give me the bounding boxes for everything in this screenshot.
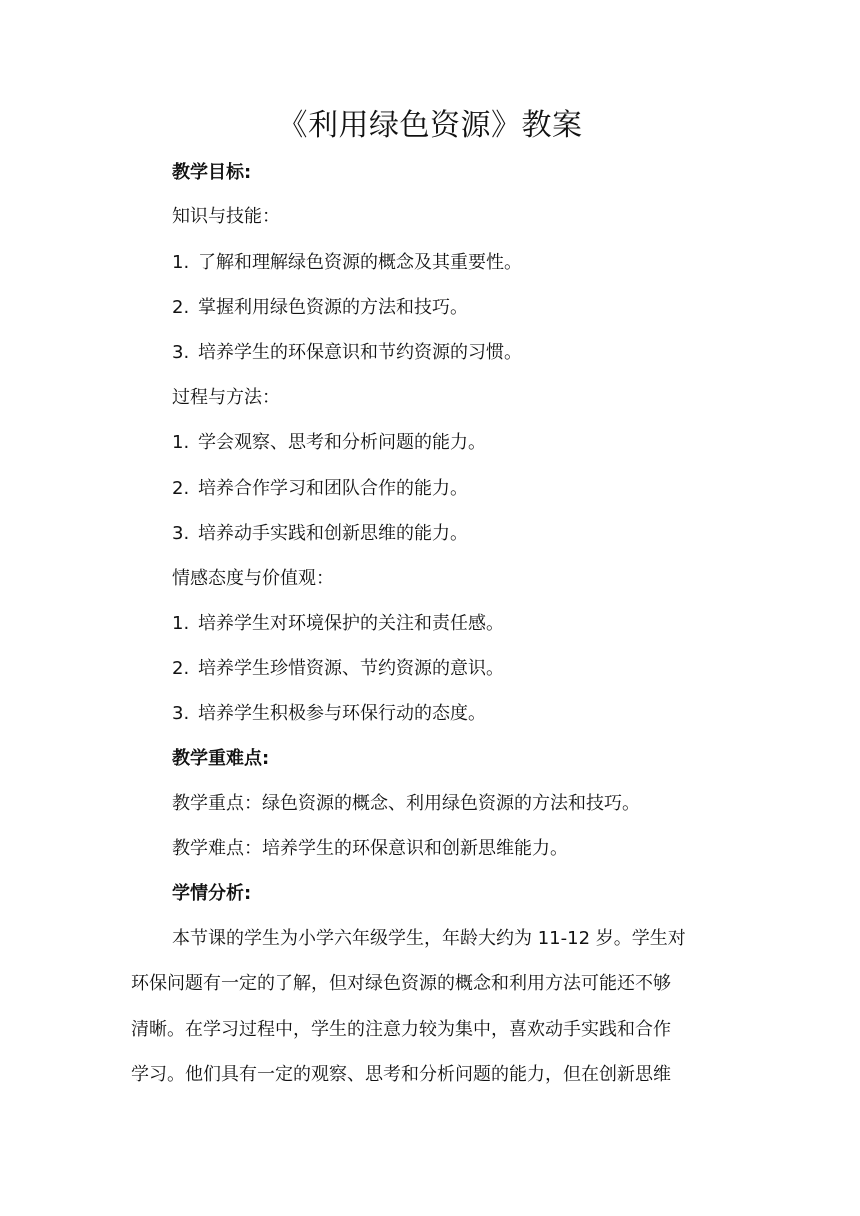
list-item-text: 培养学生对环境保护的关注和责任感。 <box>198 613 504 634</box>
list-item-text: 培养学生的环保意识和节约资源的习惯。 <box>198 342 522 363</box>
list-item-text: 培养动手实践和创新思维的能力。 <box>198 523 468 544</box>
list-item-number: 1. <box>172 432 190 453</box>
subsection-label-emotion: 情感态度与价值观： <box>172 568 334 589</box>
list-item-number: 2. <box>172 658 190 679</box>
list-item <box>172 609 504 639</box>
list-item-text: 了解和理解绿色资源的概念及其重要性。 <box>198 252 522 273</box>
subsection-label-process: 过程与方法： <box>172 387 280 408</box>
list-item-number: 3. <box>172 342 190 363</box>
list-item-text: 学会观察、思考和分析问题的能力。 <box>198 432 486 453</box>
section-heading-key-points: 教学重难点: <box>172 748 270 769</box>
list-item <box>172 428 486 458</box>
section-heading-analysis: 学情分析: <box>172 883 252 904</box>
key-point-difficulty: 教学难点：培养学生的环保意识和创新思维能力。 <box>172 838 568 859</box>
list-item-number: 1. <box>172 613 190 634</box>
list-item-number: 2. <box>172 297 190 318</box>
list-item <box>172 338 522 368</box>
list-item-text: 培养学生珍惜资源、节约资源的意识。 <box>198 658 504 679</box>
list-item-number: 3. <box>172 523 190 544</box>
subsection-label-knowledge: 知识与技能： <box>172 206 280 227</box>
paragraph-line: 环保问题有一定的了解，但对绿色资源的概念和利用方法可能还不够 <box>131 973 671 994</box>
list-item-text: 培养学生积极参与环保行动的态度。 <box>198 703 486 724</box>
list-item <box>172 474 468 504</box>
list-item <box>172 519 468 549</box>
list-item-number: 1. <box>172 252 190 273</box>
section-heading-objectives: 教学目标: <box>172 162 252 183</box>
list-item <box>172 293 468 323</box>
paragraph-line: 学习。他们具有一定的观察、思考和分析问题的能力，但在创新思维 <box>131 1064 671 1085</box>
list-item-text: 培养合作学习和团队合作的能力。 <box>198 478 468 499</box>
list-item <box>172 699 486 729</box>
paragraph-line: 清晰。在学习过程中，学生的注意力较为集中，喜欢动手实践和合作 <box>131 1019 671 1040</box>
list-item-text: 掌握利用绿色资源的方法和技巧。 <box>198 297 468 318</box>
list-item-number: 3. <box>172 703 190 724</box>
list-item <box>172 248 522 278</box>
list-item <box>172 654 504 684</box>
paragraph-line: 本节课的学生为小学六年级学生，年龄大约为 11-12 岁。学生对 <box>172 928 686 949</box>
document-title: 《利用绿色资源》教案 <box>277 108 583 143</box>
key-point-focus: 教学重点：绿色资源的概念、利用绿色资源的方法和技巧。 <box>172 793 640 814</box>
list-item-number: 2. <box>172 478 190 499</box>
